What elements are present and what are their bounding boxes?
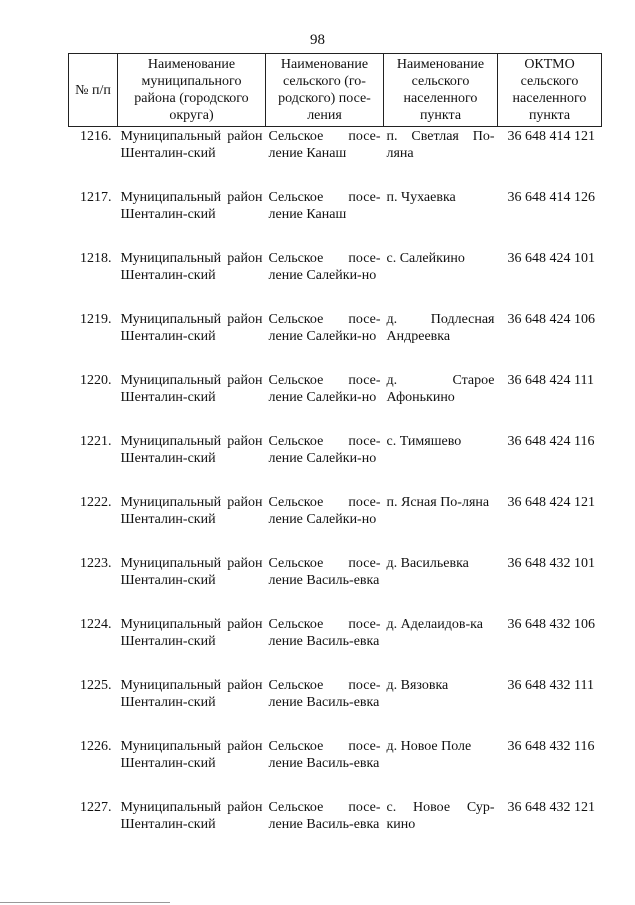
cell-settlement: Сельское посе-ление Канаш [268,129,381,161]
cell-settlement: Сельское посе-ление Василь-евка [268,617,381,649]
table-row [69,127,602,189]
cell-settlement: Сельское посе-ление Салейки-но [268,312,381,344]
table-row [69,371,602,432]
table-row [69,798,602,859]
cell-settlement: Сельское посе-ление Василь-евка [268,739,381,771]
cell-district: Муниципальный район Шенталин-ский [120,800,263,832]
table-body [69,127,602,860]
cell-oktmo: 36 648 414 121 [507,129,595,144]
cell-settlement: Сельское посе-ление Канаш [268,190,381,222]
cell-oktmo: 36 648 424 111 [507,373,594,388]
header-oktmo: ОКТМО сельского населенного пункта [498,54,602,127]
header-locality: Наименование сельского населенного пункта [384,54,498,127]
header-settlement: Наименование сельского (го-родского) посе-ления [266,54,384,127]
cell-settlement: Сельское посе-ление Салейки-но [268,495,381,527]
cell-district: Муниципальный район Шенталин-ский [120,373,263,405]
table-row [69,615,602,676]
cell-num: 1219. [80,312,112,327]
cell-num: 1222. [80,495,112,510]
cell-oktmo: 36 648 432 121 [507,800,595,815]
cell-locality: с. Тимяшево [386,434,462,449]
cell-oktmo: 36 648 432 116 [507,739,595,754]
settlements-table [68,53,602,859]
table-row [69,737,602,798]
table-row [69,554,602,615]
cell-num: 1221. [80,434,112,449]
cell-oktmo: 36 648 432 101 [507,556,595,571]
table-row [69,432,602,493]
cell-locality: с. Салейкино [386,251,465,266]
cell-num: 1227. [80,800,112,815]
cell-district: Муниципальный район Шенталин-ский [120,495,263,527]
cell-locality: п. Чухаевка [386,190,456,205]
cell-num: 1220. [80,373,112,388]
cell-oktmo: 36 648 424 106 [507,312,595,327]
cell-settlement: Сельское посе-ление Салейки-но [268,434,381,466]
cell-settlement: Сельское посе-ление Салейки-но [268,373,381,405]
cell-locality: д. Старое Афонькино [386,373,495,405]
table-header-row [69,54,602,127]
cell-locality: д. Аделаидов-ка [386,617,483,632]
page-number: 98 [310,32,325,48]
cell-oktmo: 36 648 424 121 [507,495,595,510]
cell-oktmo: 36 648 424 116 [507,434,595,449]
cell-locality: д. Подлесная Андреевка [386,312,495,344]
cell-district: Муниципальный район Шенталин-ский [120,129,263,161]
cell-num: 1217. [80,190,112,205]
cell-locality: д. Новое Поле [386,739,472,754]
cell-settlement: Сельское посе-ление Василь-евка [268,678,381,710]
cell-district: Муниципальный район Шенталин-ский [120,739,263,771]
cell-oktmo: 36 648 424 101 [507,251,595,266]
table-row [69,188,602,249]
cell-num: 1218. [80,251,112,266]
cell-district: Муниципальный район Шенталин-ский [120,617,263,649]
cell-district: Муниципальный район Шенталин-ский [120,678,263,710]
cell-num: 1226. [80,739,112,754]
cell-locality: п. Светлая По-ляна [386,129,495,161]
table-row [69,493,602,554]
cell-locality: д. Васильевка [386,556,469,571]
cell-oktmo: 36 648 432 111 [507,678,594,693]
cell-num: 1223. [80,556,112,571]
cell-settlement: Сельское посе-ление Василь-евка [268,556,381,588]
cell-settlement: Сельское посе-ление Василь-евка [268,800,381,832]
cell-district: Муниципальный район Шенталин-ский [120,312,263,344]
cell-num: 1225. [80,678,112,693]
scan-edge-line [0,902,170,903]
cell-district: Муниципальный район Шенталин-ский [120,190,263,222]
table-row [69,676,602,737]
cell-num: 1224. [80,617,112,632]
cell-district: Муниципальный район Шенталин-ский [120,434,263,466]
cell-locality: д. Вязовка [386,678,449,693]
cell-locality: с. Новое Сур-кино [386,800,495,832]
cell-district: Муниципальный район Шенталин-ский [120,251,263,283]
table-row [69,249,602,310]
cell-oktmo: 36 648 432 106 [507,617,595,632]
table-row [69,310,602,371]
cell-district: Муниципальный район Шенталин-ский [120,556,263,588]
cell-oktmo: 36 648 414 126 [507,190,595,205]
header-district: Наименование муниципального района (городского округа) [118,54,266,127]
cell-settlement: Сельское посе-ление Салейки-но [268,251,381,283]
header-num: № п/п [69,54,118,127]
cell-locality: п. Ясная По-ляна [386,495,490,510]
cell-num: 1216. [80,129,112,144]
